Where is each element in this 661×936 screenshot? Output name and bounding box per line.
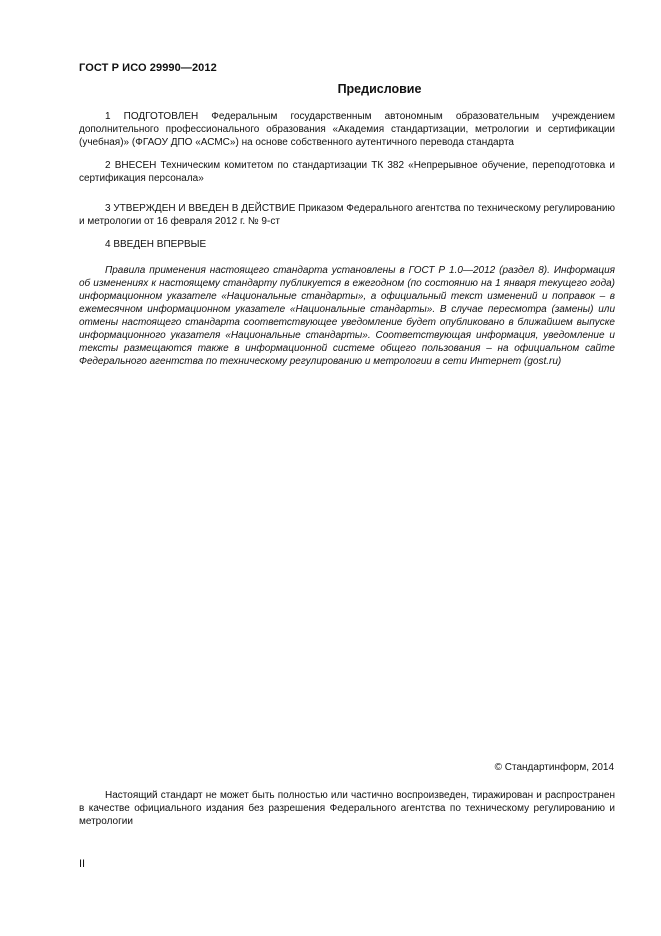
page-title — [0, 82, 661, 96]
reproduction-disclaimer: Настоящий стандарт не может быть полностью или частично воспроизведен, тиражирован и распространен в качестве официального издания без разрешения Федерального агентства по техническому регулированию и метрологии — [79, 790, 615, 827]
page-title-text: Предисловие — [337, 82, 422, 96]
paragraph-first-introduced: 4 ВВЕДЕН ВПЕРВЫЕ — [105, 239, 207, 250]
document-id: ГОСТ Р ИСО 29990—2012 — [79, 62, 217, 74]
application-rules-note: Правила применения настоящего стандарта установлены в ГОСТ Р 1.0—2012 (раздел 8). Информация об изменениях к настоящему стандарту публикуется в ежегодном (по состоянию на 1 января текущего года) информационном указателе «Национальные стандарты», а официальный текст изменений и поправок – в ежемесячном информационном указателе «Национальные стандарты». В случае пересмотра (замены) или отмены настоящего стандарта соответствующее уведомление будет опубликовано в ближайшем выпуске информационного указателя «Национальные стандарты». Соответствующая информация, уведомление и тексты размещаются также в информационной системе общего пользования – на официальном сайте Федерального агентства по техническому регулированию и метрологии в сети Интернет (gost.ru) — [79, 265, 615, 367]
paragraph-approved: 3 УТВЕРЖДЕН И ВВЕДЕН В ДЕЙСТВИЕ Приказом Федерального агентства по техническому регулированию и метрологии от 16 февраля 2012 г. № 9-ст — [79, 203, 615, 227]
page-number: II — [79, 858, 86, 870]
copyright-notice: © Стандартинформ, 2014 — [494, 762, 614, 773]
paragraph-prepared-by: 1 ПОДГОТОВЛЕН Федеральным государственным автономным образовательным учреждением дополнительного профессионального образования «Академия стандартизации, метрологии и сертификации (учебная)» (ФГАОУ ДПО «АСМС») на основе собственного аутентичного перевода стандарта — [79, 111, 615, 148]
paragraph-submitted-by: 2 ВНЕСЕН Техническим комитетом по стандартизации ТК 382 «Непрерывное обучение, переподготовка и сертификация персонала» — [79, 160, 615, 184]
